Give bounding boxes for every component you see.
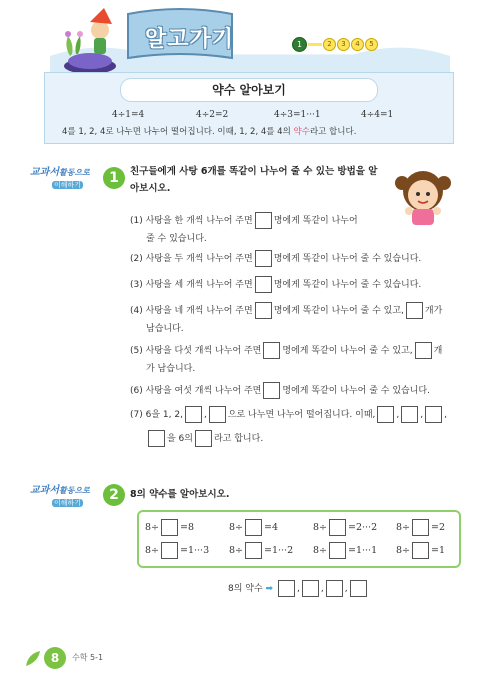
answer-box[interactable]: [263, 382, 280, 399]
tag-label: 교과서: [30, 485, 59, 496]
eq-text: =4: [264, 522, 279, 533]
answer-box[interactable]: [161, 542, 178, 559]
answer-box[interactable]: [278, 580, 295, 597]
section-title: 알고가기: [145, 27, 235, 52]
answer-box[interactable]: [329, 542, 346, 559]
sub-question-7-cont: [146, 430, 263, 447]
answer-box[interactable]: [255, 302, 272, 319]
problem-question: 8의 약수를 알아보시오.: [130, 489, 230, 500]
tag-sub2: 이해하기: [54, 181, 82, 189]
eq-text: =2···2: [348, 522, 378, 533]
division-equation: [145, 542, 209, 559]
leaf-icon: [24, 648, 44, 668]
item-text: ,: [203, 410, 207, 420]
footer-subject: 수학 5-1: [72, 653, 104, 662]
item-text: (2) 사탕을 두 개씩 나누어 주면: [130, 254, 253, 264]
description-text: 라고 합니다.: [309, 127, 357, 137]
sub-question-5: [130, 342, 442, 359]
highlight-term: 약수: [293, 127, 310, 137]
answer-box[interactable]: [350, 580, 367, 597]
item-text: 명에게 똑같이 나누어: [273, 216, 358, 226]
description-text: 4를 1, 2, 4로 나누면 나누어 떨어집니다. 이때, 1, 2, 4를 4의: [62, 127, 294, 137]
answer-box[interactable]: [326, 580, 343, 597]
eq-text: =1···2: [264, 545, 294, 556]
eq-text: =8: [180, 522, 195, 533]
answer-box[interactable]: [412, 542, 429, 559]
item-text: (5) 사탕을 다섯 개씩 나누어 주면: [130, 346, 262, 356]
item-text: 명에게 똑같이 나누어 줄 수 있습니다.: [282, 386, 430, 396]
answer-box[interactable]: [401, 406, 418, 423]
concept-equation: 4÷4=1: [361, 110, 394, 120]
progress-step-current: 1: [292, 37, 307, 52]
answer-box[interactable]: [255, 276, 272, 293]
tag-sub: 활동으로: [58, 486, 90, 495]
answer-box[interactable]: [148, 430, 165, 447]
division-equation: [396, 542, 445, 559]
progress-bar: [308, 43, 322, 46]
item-text: 명에게 똑같이 나누어 줄 수 있습니다.: [273, 280, 422, 290]
item-text: 개가: [424, 306, 443, 316]
answer-box[interactable]: [195, 430, 212, 447]
sub-question-5-cont: 가 남습니다.: [146, 364, 196, 374]
progress-step: 2: [323, 38, 336, 51]
eq-text: =2: [431, 522, 446, 533]
item-text: 개: [433, 346, 443, 356]
answer-box[interactable]: [377, 406, 394, 423]
answer-box[interactable]: [425, 406, 442, 423]
problem-question: [130, 163, 377, 197]
sub-question-6: [130, 382, 430, 399]
eq-text: =1···3: [180, 545, 210, 556]
textbook-tag: [30, 165, 90, 190]
tag-label: 교과서: [30, 167, 59, 178]
item-text: (3) 사탕을 세 개씩 나누어 주면: [130, 280, 253, 290]
item-text: 명에게 똑같이 나누어 줄 수 있고,: [282, 346, 413, 356]
question-line: 친구들에게 사탕 6개를 똑같이 나누어 줄 수 있는 방법을 알: [130, 166, 378, 177]
item-text: 으로 나누면 나누어 떨어집니다. 이때,: [227, 410, 376, 420]
concept-equation: 4÷1=4: [112, 110, 145, 120]
progress-step: 5: [365, 38, 378, 51]
textbook-tag: [30, 483, 90, 508]
item-text: 을 6의: [167, 434, 193, 444]
answer-box[interactable]: [329, 519, 346, 536]
answer-box[interactable]: [406, 302, 423, 319]
answer-box[interactable]: [263, 342, 280, 359]
item-text: (1) 사탕을 한 개씩 나누어 주면: [130, 216, 253, 226]
eq-text: 8÷: [229, 545, 244, 556]
division-equation: [145, 519, 194, 536]
eq-text: 8÷: [396, 522, 411, 533]
answer-box[interactable]: [161, 519, 178, 536]
item-text: 명에게 똑같이 나누어 줄 수 있고,: [273, 306, 404, 316]
tag-sub: 활동으로: [58, 168, 90, 177]
sub-question-1-cont: 줄 수 있습니다.: [146, 234, 207, 244]
eq-text: 8÷: [396, 545, 411, 556]
answer-box[interactable]: [245, 519, 262, 536]
answer-box[interactable]: [255, 212, 272, 229]
answer-box[interactable]: [209, 406, 226, 423]
item-text: (7) 6을 1, 2,: [130, 410, 183, 420]
page-number: 8: [44, 647, 66, 669]
problem-number: 1: [103, 167, 125, 189]
eq-text: =1: [431, 545, 446, 556]
answer-box[interactable]: [412, 519, 429, 536]
sub-question-7: [130, 406, 447, 423]
progress-indicator: [292, 34, 379, 53]
concept-equation: 4÷3=1···1: [274, 110, 321, 120]
problem-number: 2: [103, 484, 125, 506]
division-equation: [229, 542, 293, 559]
item-text: ,: [396, 410, 400, 420]
division-equation: [313, 542, 377, 559]
answer-box[interactable]: [302, 580, 319, 597]
answer-box[interactable]: [415, 342, 432, 359]
concept-title: 약수 알아보기: [212, 83, 286, 97]
question-line: 아보시오.: [130, 183, 171, 194]
item-text: 명에게 똑같이 나누어 줄 수 있습니다.: [273, 254, 422, 264]
concept-equation: 4÷2=2: [196, 110, 229, 120]
progress-step: 3: [337, 38, 350, 51]
sub-question-1: [130, 212, 358, 229]
answer-row: 8의 약수 ➡ , , ,: [228, 580, 369, 597]
sub-question-4: [130, 302, 442, 319]
eq-text: 8÷: [145, 522, 160, 533]
sub-question-4-cont: 남습니다.: [146, 324, 184, 334]
item-text: ,: [444, 410, 448, 420]
item-text: (4) 사탕을 네 개씩 나누어 주면: [130, 306, 253, 316]
item-text: ,: [420, 410, 424, 420]
sub-question-2: [130, 250, 421, 267]
division-equation: [229, 519, 278, 536]
arrow-right-icon: ➡: [265, 584, 274, 594]
sub-question-3: [130, 276, 421, 293]
item-text: 라고 합니다.: [213, 434, 264, 444]
answer-box[interactable]: [255, 250, 272, 267]
girl-illustration: [392, 165, 454, 227]
eq-text: 8÷: [229, 522, 244, 533]
concept-title-pill: [120, 78, 378, 102]
eq-text: 8÷: [145, 545, 160, 556]
eq-text: =1···1: [348, 545, 378, 556]
eq-text: 8÷: [313, 545, 328, 556]
answer-box[interactable]: [245, 542, 262, 559]
division-equation: [396, 519, 445, 536]
item-text: (6) 사탕을 여섯 개씩 나누어 주면: [130, 386, 262, 396]
eq-text: 8÷: [313, 522, 328, 533]
answer-label: 8의 약수: [228, 584, 263, 594]
progress-step: 4: [351, 38, 364, 51]
concept-description: [62, 125, 356, 137]
tag-sub2: 이해하기: [54, 499, 82, 507]
answer-box[interactable]: [185, 406, 202, 423]
division-equation: [313, 519, 377, 536]
